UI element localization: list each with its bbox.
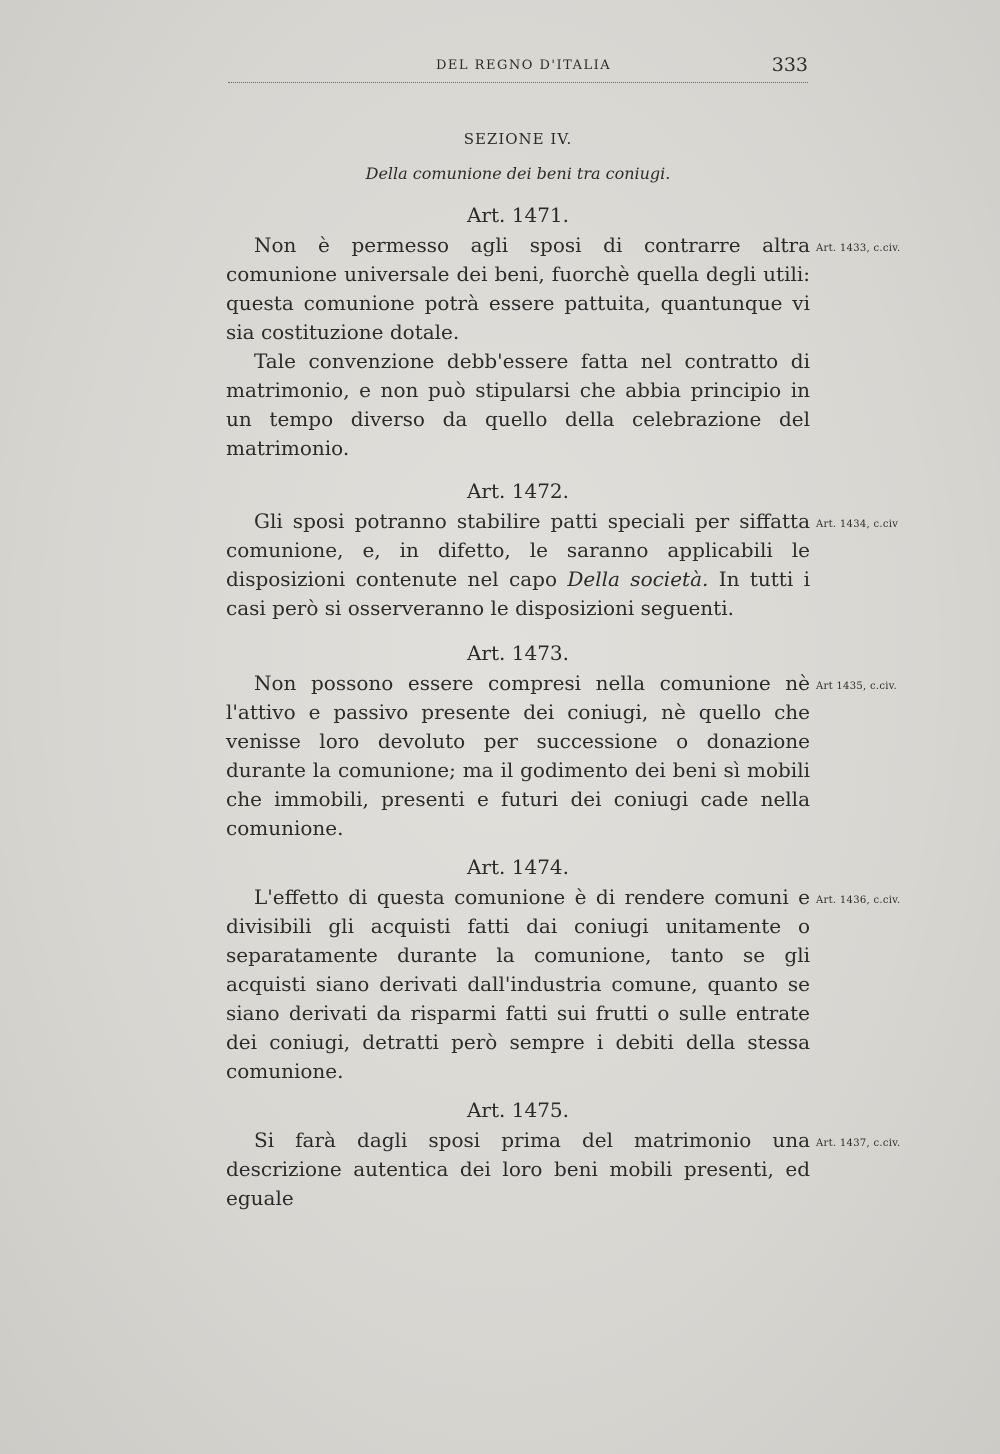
article-paragraph: Tale convenzione debb'essere fatta nel contratto di matrimonio, e non può stipularsi che abbia principio in un tempo diverso da quello della celebrazione del matrimonio. (226, 349, 810, 460)
margin-note: Art. 1436, c.civ. (816, 895, 901, 906)
article-paragraph (226, 507, 810, 623)
margin-note: Art. 1437, c.civ. (816, 1138, 901, 1149)
article-1473 (226, 639, 898, 843)
italic-reference: Della società. (567, 567, 709, 591)
running-title: DEL REGNO D'ITALIA (436, 58, 612, 73)
article-paragraph: Si farà dagli sposi prima del matrimonio una descrizione autentica dei loro beni mobili presenti, ed eguale (226, 1128, 810, 1210)
article-heading: Art. 1473. (466, 641, 569, 665)
paragraph-text: In tutti i casi però si osserveranno le disposizioni seguenti. (226, 567, 810, 620)
page-body (226, 130, 901, 1213)
paragraph-text: Gli sposi potranno stabilire patti speciali per siffatta comunione, e, in difetto, le saranno applicabili le disposizioni contenute nel capo (226, 509, 810, 591)
margin-note: Art. 1434, c.civ (816, 519, 899, 530)
article-paragraph: Non è permesso agli sposi di contrarre altra comunione universale dei beni, fuorchè quella degli utili: questa comunione potrà essere pattuita, quantunque vi sia costituzione dotale. (226, 233, 810, 344)
section-title: SEZIONE IV. (463, 130, 573, 148)
margin-note: Art. 1433, c.civ. (816, 243, 901, 254)
article-1472 (226, 477, 899, 623)
header-rule (228, 82, 808, 83)
article-heading: Art. 1471. (466, 203, 569, 227)
article-1474 (226, 853, 901, 1086)
article-1475 (226, 1096, 901, 1213)
article-heading: Art. 1475. (466, 1098, 569, 1122)
margin-note: Art 1435, c.civ. (816, 681, 898, 692)
page-number: 333 (771, 54, 808, 76)
article-heading: Art. 1472. (466, 479, 569, 503)
article-heading: Art. 1474. (466, 855, 569, 879)
article-paragraph: Non possono essere compresi nella comunione nè l'attivo e passivo presente dei coniugi, nè quello che venisse loro devoluto per successione o donazione durante la comunione; ma il godimento dei beni sì mobili che immobili, presenti e futuri dei coniugi cade nella comunione. (226, 671, 810, 840)
page-header (228, 54, 808, 86)
section-subtitle: Della comunione dei beni tra coniugi. (365, 164, 671, 183)
article-1471 (226, 201, 901, 463)
article-paragraph: L'effetto di questa comunione è di rendere comuni e divisibili gli acquisti fatti dai coniugi unitamente o separatamente durante la comunione, tanto se gli acquisti siano derivati dall'industria comune, quanto se siano derivati da risparmi fatti sui frutti o sulle entrate dei coniugi, detratti però sempre i debiti della stessa comunione. (226, 885, 810, 1083)
